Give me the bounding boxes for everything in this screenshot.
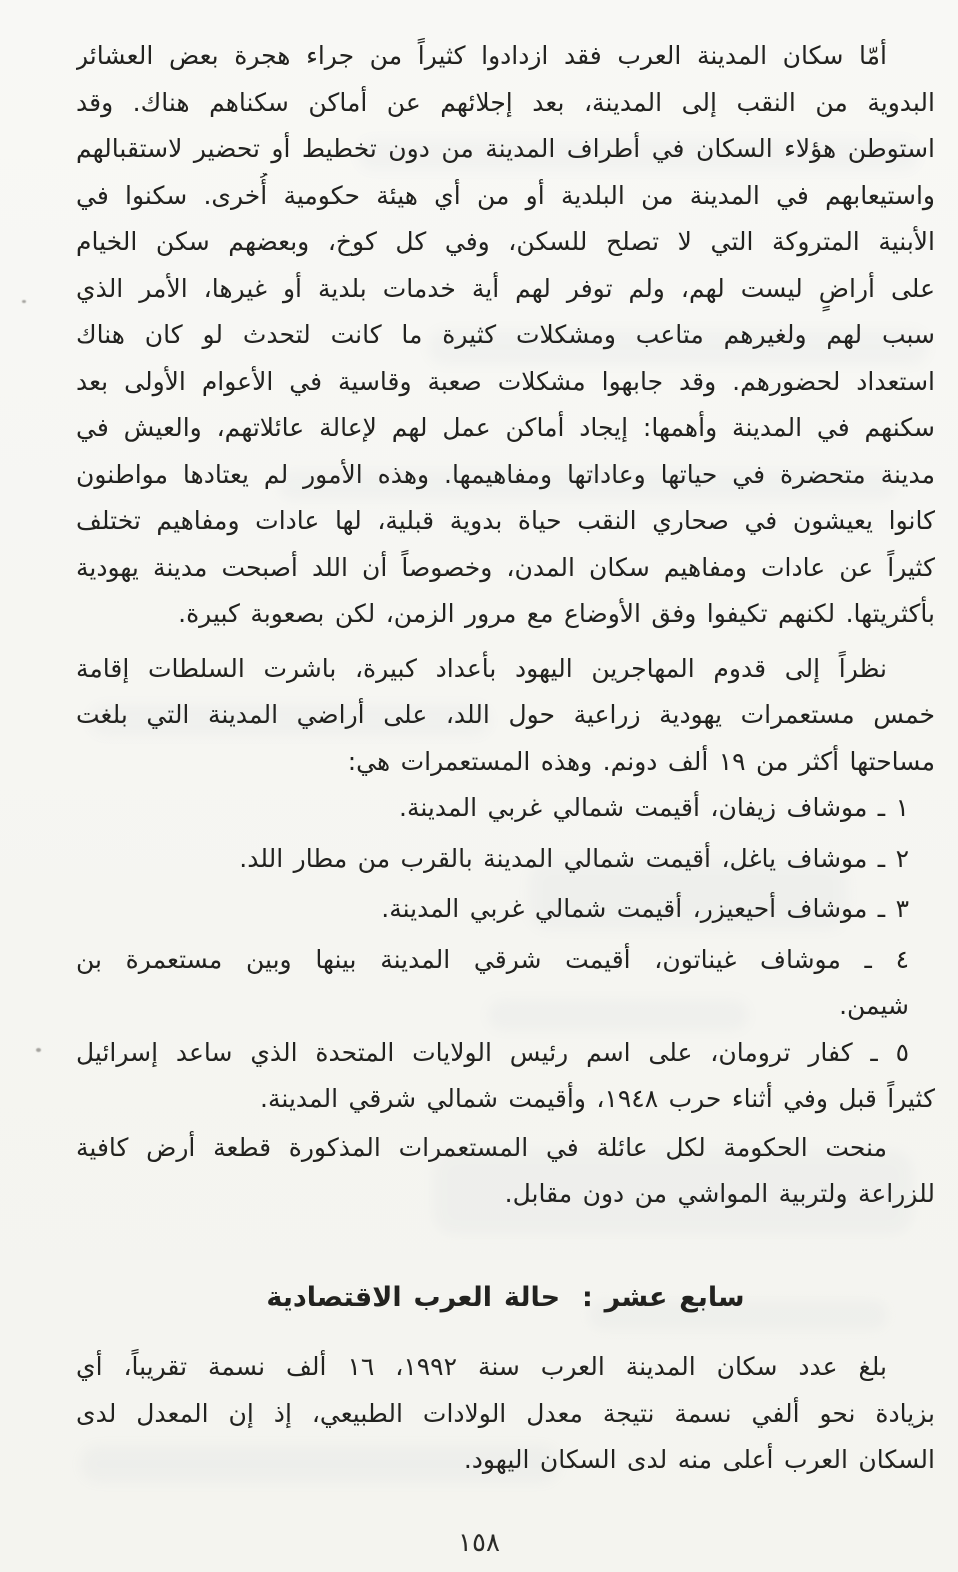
text-line: بأكثريتها. لكنهم تكيفوا وفق الأوضاع مع مرور الزمن، لكن بصعوبة كبيرة.: [178, 599, 935, 628]
text-line: كانوا يعيشون في صحاري النقب حياة بدوية قبلية، لها عادات ومفاهيم تختلف: [76, 506, 935, 535]
list-item: [76, 1030, 935, 1123]
text-line: أمّا سكان المدينة العرب فقد ازدادوا كثيراً من جراء هجرة بعض العشائر: [76, 41, 887, 70]
text-block: [76, 33, 935, 1484]
page-number: ١٥٨: [458, 1528, 500, 1558]
list-item: [76, 886, 935, 933]
paragraph-bedouin-migration: [76, 33, 935, 638]
text-line: واستيعابهم في المدينة من البلدية أو من أي هيئة حكومية أُخرى. سكنوا في: [76, 180, 935, 210]
scan-dust-speck: [22, 300, 26, 303]
text-line: شيمن.: [839, 991, 909, 1020]
text-line: سكنهم في المدينة وأهمها: إيجاد أماكن عمل لهم لإعالة عائلاتهم، والعيش في: [76, 413, 935, 442]
text-line: كثيراً قبل وفي أثناء حرب ١٩٤٨، وأقيمت شمالي شرقي المدينة.: [260, 1084, 935, 1113]
paragraph-economic-situation: [76, 1344, 935, 1484]
text-line: ٣ ـ موشاف أحيعيزر، أقيمت شمالي غربي المدينة.: [381, 894, 909, 923]
text-line: سبب لهم ولغيرهم متاعب ومشكلات كثيرة ما كانت لتحدث لو كان هناك: [76, 320, 935, 349]
text-line: نظراً إلى قدوم المهاجرين اليهود بأعداد كبيرة، باشرت السلطات إقامة: [76, 653, 887, 683]
text-line: السكان العرب أعلى منه لدى السكان اليهود.: [463, 1445, 935, 1474]
list-item: [76, 937, 935, 1030]
text-line: مساحتها أكثر من ١٩ ألف دونم. وهذه المستعمرات هي:: [347, 746, 935, 776]
section-heading-title: حالة العرب الاقتصادية: [266, 1281, 561, 1313]
text-line: خمس مستعمرات يهودية زراعية حول اللد، على أراضي المدينة التي بلغت: [76, 700, 935, 729]
text-line: على أراضٍ ليست لهم، ولم توفر لهم أية خدمات بلدية أو غيرها، الأمر الذي: [76, 273, 935, 303]
text-line: ٤ ـ موشاف غيناتون، أقيمت شرقي المدينة بينها وبين مستعمرة بن: [76, 944, 909, 974]
text-line: ٥ ـ كفار ترومان، على اسم رئيس الولايات المتحدة الذي ساعد إسرائيل: [76, 1037, 909, 1067]
list-item: [76, 836, 935, 883]
section-heading-number: سابع عشر :: [581, 1281, 745, 1313]
colony-list: [76, 785, 935, 1123]
text-line: منحت الحكومة لكل عائلة في المستعمرات المذكورة قطعة أرض كافية: [76, 1132, 887, 1162]
text-line: كثيراً عن عادات ومفاهيم سكان المدن، وخصوصاً أن اللد أصبحت مدينة يهودية: [76, 552, 935, 582]
paragraph-jewish-colonies-intro: [76, 646, 935, 786]
text-line: استوطن هؤلاء السكان في أطراف المدينة من دون تخطيط أو تحضير لاستقبالهم: [76, 134, 935, 163]
text-line: ٢ ـ موشاف ياغل، أقيمت شمالي المدينة بالقرب من مطار اللد.: [239, 843, 909, 873]
text-line: الأبنية المتروكة التي لا تصلح للسكن، وفي كل كوخ، وبعضهم سكن الخيام: [76, 227, 935, 256]
text-line: مدينة متحضرة في حياتها وعاداتها ومفاهيمها. وهذه الأمور لم يعتادها مواطنون: [76, 459, 935, 489]
section-heading: [76, 1275, 935, 1322]
list-item: [76, 785, 935, 832]
scan-dust-speck: [36, 1048, 41, 1052]
text-line: استعداد لحضورهم. وقد جابهوا مشكلات صعبة وقاسية في الأعوام الأولى بعد: [76, 366, 935, 396]
text-line: بلغ عدد سكان المدينة العرب سنة ١٩٩٢، ١٦ ألف نسمة تقريباً، أي: [76, 1352, 888, 1381]
text-line: للزراعة ولتربية المواشي من دون مقابل.: [504, 1179, 935, 1208]
text-line: ١ ـ موشاف زيفان، أقيمت شمالي غربي المدينة.: [399, 793, 909, 822]
paragraph-land-grants: [76, 1125, 935, 1218]
text-line: بزيادة نحو ألفي نسمة نتيجة معدل الولادات الطبيعي، إذ إن المعدل لدى: [76, 1398, 935, 1428]
text-line: البدوية من النقب إلى المدينة، بعد إجلائهم عن أماكن سكناهم هناك. وقد: [76, 87, 935, 117]
